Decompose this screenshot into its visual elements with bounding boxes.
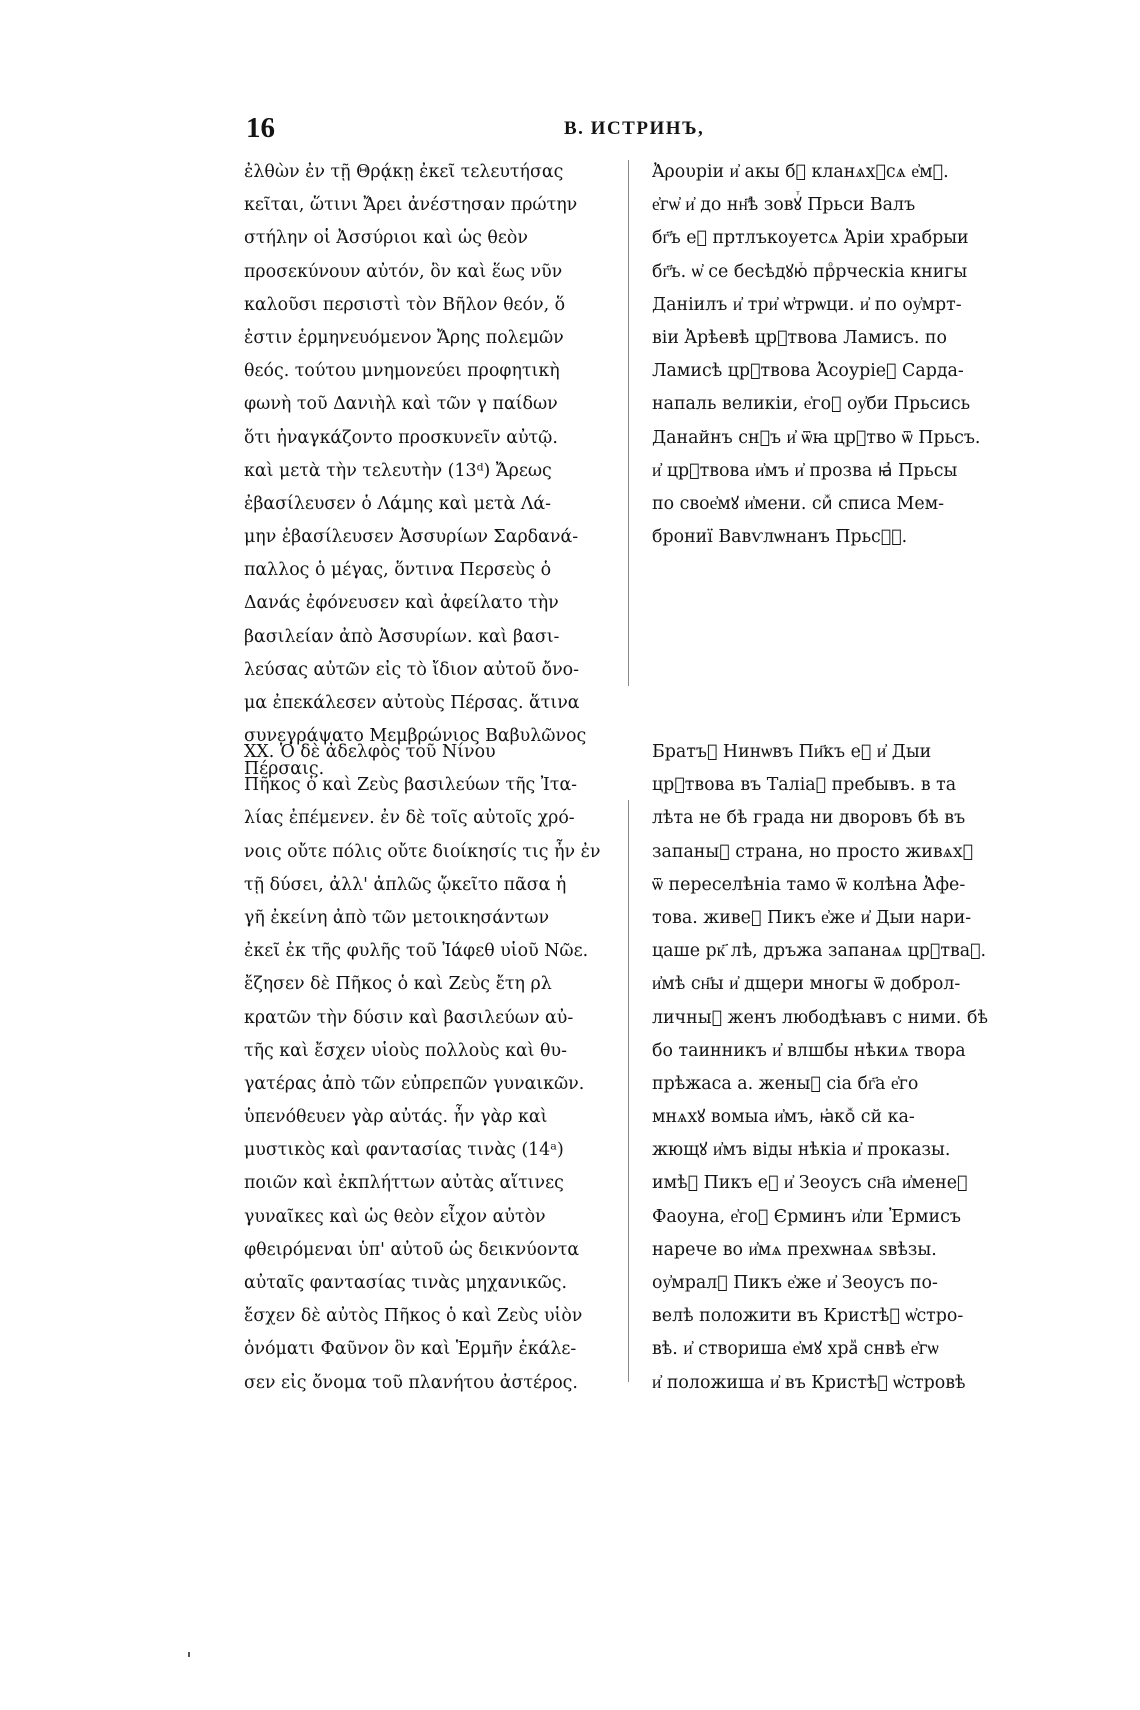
slavonic-line: и҆мѣ сн҃ы и҆ дщери многы ѿ доброл- (652, 974, 961, 995)
greek-line: λίας ἐπέμενεν. ἐν δὲ τοῖς αὐτοῖς χρό- (244, 808, 575, 829)
greek-line: φθειρόμεναι ὑπ' αὐτοῦ ὡς δεικνύοντα (244, 1239, 580, 1260)
greek-line: ἐστιν ἑρμηνευόμενον Ἄρης πολεμῶν (244, 327, 564, 348)
slavonic-line: по свое҆мꙋ и҆мени. сиⷤ списа Мем- (652, 493, 945, 514)
greek-line: ποιῶν καὶ ἐκπλήττων αὐτὰς αἵτινες (244, 1173, 564, 1194)
greek-line: Πῆκος ὁ καὶ Ζεὺς βασιλεύων τῆς Ἰτα- (244, 775, 578, 796)
greek-line: ὅτι ἠναγκάζοντο προσκυνεῖν αὐτῷ. (244, 427, 558, 448)
greek-line: γῆ ἐκείνη ἀπὸ τῶν μετοικησάντων (244, 907, 550, 928)
slavonic-column-bottom (652, 736, 1022, 1400)
slavonic-line: оу҆мралⷤ Пикъ е҆же и҆ Зеоусъ по- (652, 1273, 938, 1293)
running-head: В. ИСТРИНЪ, (564, 118, 705, 139)
greek-line: γατέρας ἀπὸ τῶν εὐπρεπῶν γυναικῶν. (244, 1073, 585, 1094)
greek-line: τῆς καὶ ἔσχεν υἱοὺς πολλοὺς καὶ θυ- (244, 1040, 567, 1061)
greek-line: αὐταῖς φαντασίας τινὰς μηχανικῶς. (244, 1273, 568, 1293)
slavonic-line: мнѧхꙋ вомыа и҆мъ, ꙗ҆коⷤ сй ка- (652, 1107, 915, 1128)
greek-column-top (244, 156, 608, 787)
slavonic-line: велѣ положити въ Кристѣⷨ ѡ҆стро- (652, 1306, 964, 1327)
slavonic-line: прѣжаса а. женыⷤ сіа бг҃а е҆го (652, 1073, 919, 1094)
greek-line: μην ἐβασίλευσεν Ἀσσυρίων Σαρδανά- (244, 527, 579, 548)
greek-line: σεν εἰς ὄνομα τοῦ πλανήτου ἀστέρος. (244, 1372, 578, 1393)
greek-line: φωνὴ τοῦ Δανιὴλ καὶ τῶν γ παίδων (244, 394, 558, 415)
slavonic-line: това. живеⷤ Пикъ е҆же и҆ Дыи нари- (652, 907, 972, 928)
greek-line: ἐκεῖ ἐκ τῆς φυλῆς τοῦ Ἰάφεθ υἱοῦ Νῶε. (244, 941, 589, 962)
greek-line: XX. Ὁ δὲ ἀδελφὸς τοῦ Νίνου (244, 742, 496, 762)
greek-line: Δανάς ἐφόνευσεν καὶ ἀφείλατο τὴν (244, 593, 559, 614)
slavonic-line: Данайнъ снⷭъ и҆ ѿꙗ црⷭтво ѿ Прьсъ. (652, 427, 981, 448)
greek-line: στήλην οἱ Ἀσσύριοι καὶ ὡς θεὸν (244, 228, 528, 249)
print-speck (188, 1652, 190, 1657)
slavonic-line: Ламисѣ црⷭтвова Ἀсоуріеⷨ Сарда- (652, 361, 964, 382)
greek-column-bottom (244, 736, 608, 1400)
greek-line: τῇ δύσει, ἀλλ' ἁπλῶς ᾤκεῖτο πᾶσα ἡ (244, 874, 567, 895)
greek-line: κεῖται, ὥτινι Ἄρει ἀνέστησαν πρώτην (244, 195, 578, 216)
slavonic-line: е҆гѡ҆ и҆ до нн҃ѣ зовꙋⷮ Прьси Валъ (652, 195, 916, 216)
slavonic-line: Братъⷤ Нинѡвъ Пи҃къ еⷤ и҆ Дыи (652, 742, 932, 762)
slavonic-line: ѿ переселѣніа тамо ѿ колѣна Ἀфе- (652, 874, 966, 895)
greek-line: ἔζησεν δὲ Πῆκος ὁ καὶ Ζεὺς ἔτη ρλ (244, 974, 552, 995)
greek-line: ἐβασίλευσεν ὁ Λάμης καὶ μετὰ Λά- (244, 493, 552, 514)
slavonic-line: Даніилъ и҆ три҆ ѡ҆трѡци. и҆ по оу҆мрт- (652, 294, 962, 315)
slavonic-line: віи Ἀрѣевѣ црⷭтвова Ламисъ. по (652, 327, 947, 348)
slavonic-line: и҆ црⷭтвова и҆мъ и҆ прозва ꙗ҆ Прьсы (652, 460, 958, 481)
slavonic-line: бг҃ъ. ѡ҆ се бесѣдꙋюⷮ прⷪрческіа книгы (652, 261, 968, 282)
greek-line: βασιλείαν ἀπὸ Ἀσσυρίων. καὶ βασι- (244, 626, 560, 647)
greek-line: νοις οὔτε πόλις οὔτε διοίκησίς τις ἦν ἐν (244, 841, 601, 862)
greek-line: ἔσχεν δὲ αὐτὸς Πῆκος ὁ καὶ Ζεὺς υἱὸν (244, 1306, 583, 1327)
page-number: 16 (246, 112, 275, 144)
greek-line: παλλος ὁ μέγας, ὅντινα Περσεὺς ὁ (244, 560, 552, 581)
greek-line: κρατῶν τὴν δύσιν καὶ βασιλεύων αὐ- (244, 1007, 574, 1028)
slavonic-line: црⷭтвова въ Таліаⷯ пребывъ. в та (652, 775, 957, 796)
greek-line: καλοῦσι περσιστὶ τὸν Βῆλον θεόν, ὅ (244, 294, 566, 315)
slavonic-column-top (652, 156, 1022, 554)
greek-line: συνεγράψατο Μεμβρώνιος Βαβυλῶνος (244, 726, 587, 747)
greek-line: γυναῖκες καὶ ὡς θεὸν εἶχον αὐτὸν (244, 1206, 546, 1227)
slavonic-line: Фаоуна, е҆гоⷤ Єрминъ и҆ли Ἐрмисъ (652, 1206, 961, 1227)
greek-line: θεός. τούτου μνημονεύει προφητικὴ (244, 361, 560, 382)
slavonic-line: бг҃ъ еⷤ пртлъкоуетсѧ Ἀріи храбрыи (652, 228, 969, 249)
slavonic-line: напаль великіи, е҆гоⷤ оу҆би Прьсись (652, 394, 971, 415)
column-divider-bottom (628, 800, 629, 1382)
greek-line: ὀνόματι Φαῦνον ὃν καὶ Ἑρμῆν ἐκάλε- (244, 1339, 577, 1360)
greek-line: καὶ μετὰ τὴν τελευτὴν (13ᵈ) Ἄρεως (244, 460, 552, 481)
greek-line: ἐλθὼν ἐν τῇ Θρᾴκῃ ἐκεῖ τελευτήσας (244, 162, 564, 182)
slavonic-line: имѣⷤ Пикъ еⷤ и҆ Зеоусъ сн҃а и҆менеⷨ (652, 1173, 968, 1194)
slavonic-line: жющꙋ и҆мъ віды нѣкіа и҆ проказы. (652, 1140, 951, 1161)
greek-line: προσεκύνουν αὐτόν, ὃν καὶ ἕως νῦν (244, 261, 563, 282)
page-header (246, 112, 1036, 156)
greek-line: μυστικὸς καὶ φαντασίας τινὰς (14ᵃ) (244, 1140, 564, 1161)
slavonic-line: лѣта не бѣ града ни дворовъ бѣ въ (652, 808, 966, 829)
slavonic-line: вѣ. и҆ створиша е҆мꙋ храⷨ снвѣ е҆гѡ (652, 1339, 939, 1360)
column-divider-top (628, 160, 629, 686)
slavonic-line: брониї Вавѵлѡнанъ Прьсѡⷨ. (652, 527, 908, 548)
slavonic-line: и҆ положиша и҆ въ Кристѣⷨ ѡ҆стровѣ (652, 1372, 966, 1393)
greek-line: μα ἐπεκάλεσεν αὐτοὺς Πέρσας. ἅτινα (244, 693, 580, 713)
greek-line: Πέρσαις. (244, 759, 325, 780)
slavonic-line: Ἀρουріи и҆ акы б꙽ кланѧхꙋсѧ е҆мꙋ. (652, 162, 949, 182)
slavonic-line: нарече во и҆мѧ прехѡнаѧ ѕвѣзы. (652, 1239, 937, 1260)
greek-line: λεύσας αὐτῶν εἰς τὸ ἴδιον αὐτοῦ ὄνο- (244, 659, 579, 680)
slavonic-line: личныⷯ женъ любодѣꙗвъ с ними. бѣ (652, 1007, 988, 1028)
greek-line: ὑπενόθευεν γὰρ αὐτάς. ἦν γὰρ καὶ (244, 1107, 548, 1128)
slavonic-line: запаныⷯ страна, но просто живѧхꙋ (652, 841, 974, 862)
slavonic-line: бо таинникъ и҆ влшбы нѣкиѧ твора (652, 1040, 966, 1061)
slavonic-line: цаше рк҃ лѣ, дръжа запанаѧ црⷭтваⷨ. (652, 941, 987, 962)
